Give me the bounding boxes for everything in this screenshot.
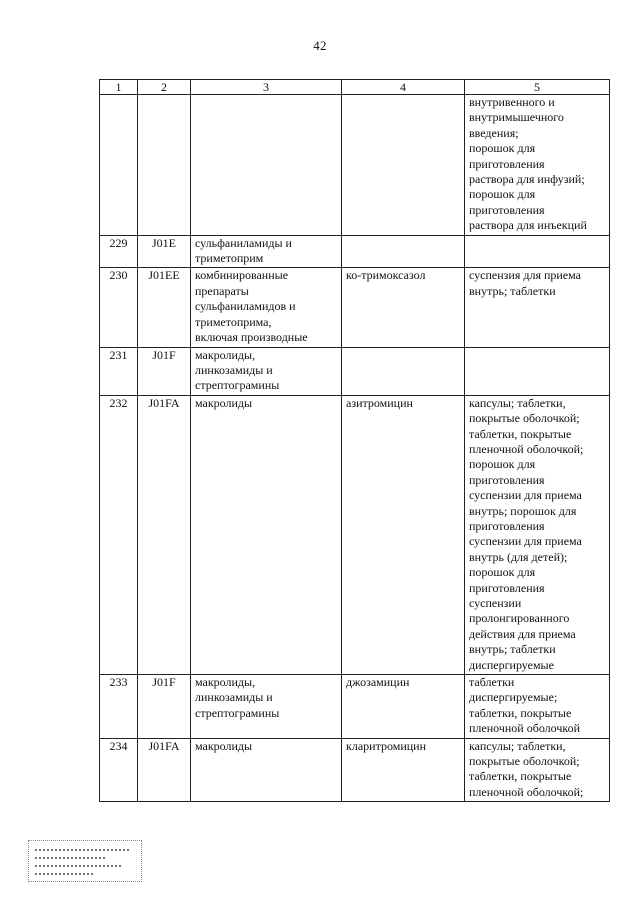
dosage-forms-cell-line: пленочной оболочкой; — [469, 441, 584, 456]
row-number-cell: 229 — [100, 235, 138, 268]
dosage-forms-cell — [465, 738, 610, 802]
header-cell-1: 1 — [100, 80, 138, 95]
dosage-forms-cell-line: пролонгированного — [469, 611, 570, 626]
group-name-cell-line: макролиды, — [195, 347, 256, 362]
dosage-forms-cell-line: внутрь; таблетки — [469, 642, 556, 657]
dosage-forms-cell-line: действия для приема — [469, 626, 576, 641]
group-name-cell-line: препараты — [195, 283, 249, 298]
table-row — [100, 95, 610, 236]
row-number-cell: 234 — [100, 738, 138, 802]
group-name-cell-line: линкозамиды и — [195, 362, 273, 377]
dosage-forms-cell-line: таблетки, покрытые — [469, 769, 572, 784]
table-row — [100, 675, 610, 739]
table-body — [100, 95, 610, 802]
row-number-cell: 232 — [100, 395, 138, 674]
row-number-cell: 230 — [100, 268, 138, 347]
dosage-forms-cell-line: внутрь; таблетки — [469, 283, 556, 298]
drug-table — [99, 79, 610, 802]
atc-code-cell: J01F — [138, 347, 191, 395]
group-name-cell-line: комбинированные — [195, 268, 289, 283]
dosage-forms-cell-line: приготовления — [469, 580, 545, 595]
dosage-forms-cell-line: порошок для — [469, 457, 536, 472]
dosage-forms-cell — [465, 95, 610, 236]
dosage-forms-cell-line: диспергируемые — [469, 657, 554, 672]
group-name-cell-line: включая производные — [195, 330, 308, 345]
dosage-forms-cell-line: приготовления — [469, 202, 545, 217]
drug-name-cell — [342, 738, 465, 802]
atc-code-cell: J01EE — [138, 268, 191, 347]
group-name-cell-line: триметоприм — [195, 251, 264, 266]
dosage-forms-cell-line: внутривенного и — [469, 95, 555, 109]
drug-name-cell — [342, 95, 465, 236]
dosage-forms-cell-line: порошок для — [469, 565, 536, 580]
atc-code-cell: J01FA — [138, 738, 191, 802]
group-name-cell-line: сульфаниламиды и — [195, 235, 292, 250]
dosage-forms-cell-line: раствора для инъекций — [469, 218, 587, 233]
atc-code-cell: J01F — [138, 675, 191, 739]
dosage-forms-cell-line: капсулы; таблетки, — [469, 738, 566, 753]
dosage-forms-cell-line: внутрь (для детей); — [469, 549, 568, 564]
page-number: 42 — [313, 38, 327, 53]
dosage-forms-cell-line: капсулы; таблетки, — [469, 395, 566, 410]
group-name-cell-line: макролиды — [195, 738, 253, 753]
drug-name-cell — [342, 395, 465, 674]
group-name-cell — [191, 235, 342, 268]
group-name-cell — [191, 738, 342, 802]
group-name-cell-line: макролиды — [195, 395, 253, 410]
drug-name-cell-line: кларитромицин — [346, 738, 427, 753]
dosage-forms-cell-line: таблетки — [469, 675, 515, 690]
dosage-forms-cell — [465, 347, 610, 395]
group-name-cell — [191, 95, 342, 236]
drug-name-cell — [342, 235, 465, 268]
drug-name-cell-line: джозамицин — [346, 675, 410, 690]
group-name-cell-line: макролиды, — [195, 675, 256, 690]
dosage-forms-cell — [465, 235, 610, 268]
dosage-forms-cell-line: порошок для — [469, 187, 536, 202]
group-name-cell — [191, 347, 342, 395]
dosage-forms-cell-line: раствора для инфузий; — [469, 172, 585, 187]
group-name-cell — [191, 675, 342, 739]
header-cell-4: 4 — [342, 80, 465, 95]
table-row — [100, 235, 610, 268]
dosage-forms-cell-line: внутримышечного — [469, 110, 564, 125]
table-row — [100, 268, 610, 347]
dosage-forms-cell-line: приготовления — [469, 156, 545, 171]
dosage-forms-cell-line: пленочной оболочкой — [469, 721, 581, 736]
dosage-forms-cell-line: порошок для — [469, 141, 536, 156]
dosage-forms-cell-line: суспензии — [469, 596, 522, 610]
dosage-forms-cell-line: суспензии для приема — [469, 534, 582, 549]
group-name-cell — [191, 395, 342, 674]
atc-code-cell: J01E — [138, 235, 191, 268]
atc-code-cell: J01FA — [138, 395, 191, 674]
registration-stamp — [28, 840, 142, 882]
group-name-cell-line: сульфаниламидов и — [195, 299, 296, 314]
header-cell-2: 2 — [138, 80, 191, 95]
dosage-forms-cell-line: таблетки, покрытые — [469, 426, 572, 441]
group-name-cell-line: триметоприма, — [195, 314, 272, 329]
header-row — [100, 80, 610, 95]
table-row — [100, 738, 610, 802]
group-name-cell-line: линкозамиды и — [195, 690, 273, 705]
header-cell-5: 5 — [465, 80, 610, 95]
drug-name-cell — [342, 675, 465, 739]
group-name-cell-line: стрептограмины — [195, 378, 280, 393]
drug-name-cell-line: ко-тримоксазол — [346, 268, 426, 283]
dosage-forms-cell — [465, 675, 610, 739]
row-number-cell: 233 — [100, 675, 138, 739]
table-row — [100, 395, 610, 674]
dosage-forms-cell — [465, 268, 610, 347]
dosage-forms-cell-line: покрытые оболочкой; — [469, 754, 580, 769]
dosage-forms-cell-line: приготовления — [469, 472, 545, 487]
dosage-forms-cell-line: введения; — [469, 125, 519, 140]
dosage-forms-cell-line: приготовления — [469, 518, 545, 533]
dosage-forms-cell-line: внутрь; порошок для — [469, 503, 577, 518]
atc-code-cell — [138, 95, 191, 236]
drug-name-cell — [342, 268, 465, 347]
dosage-forms-cell-line: пленочной оболочкой; — [469, 784, 584, 799]
dosage-forms-cell-line: суспензия для приема — [469, 268, 581, 283]
drug-name-cell-line: азитромицин — [346, 395, 413, 410]
dosage-forms-cell — [465, 395, 610, 674]
row-number-cell — [100, 95, 138, 236]
row-number-cell: 231 — [100, 347, 138, 395]
table-row — [100, 347, 610, 395]
dosage-forms-cell-line: покрытые оболочкой; — [469, 411, 580, 426]
group-name-cell — [191, 268, 342, 347]
drug-name-cell — [342, 347, 465, 395]
dosage-forms-cell-line: диспергируемые; — [469, 690, 558, 705]
group-name-cell-line: стрептограмины — [195, 705, 280, 720]
dosage-forms-cell-line: суспензии для приема — [469, 488, 582, 503]
dosage-forms-cell-line: таблетки, покрытые — [469, 705, 572, 720]
header-cell-3: 3 — [191, 80, 342, 95]
